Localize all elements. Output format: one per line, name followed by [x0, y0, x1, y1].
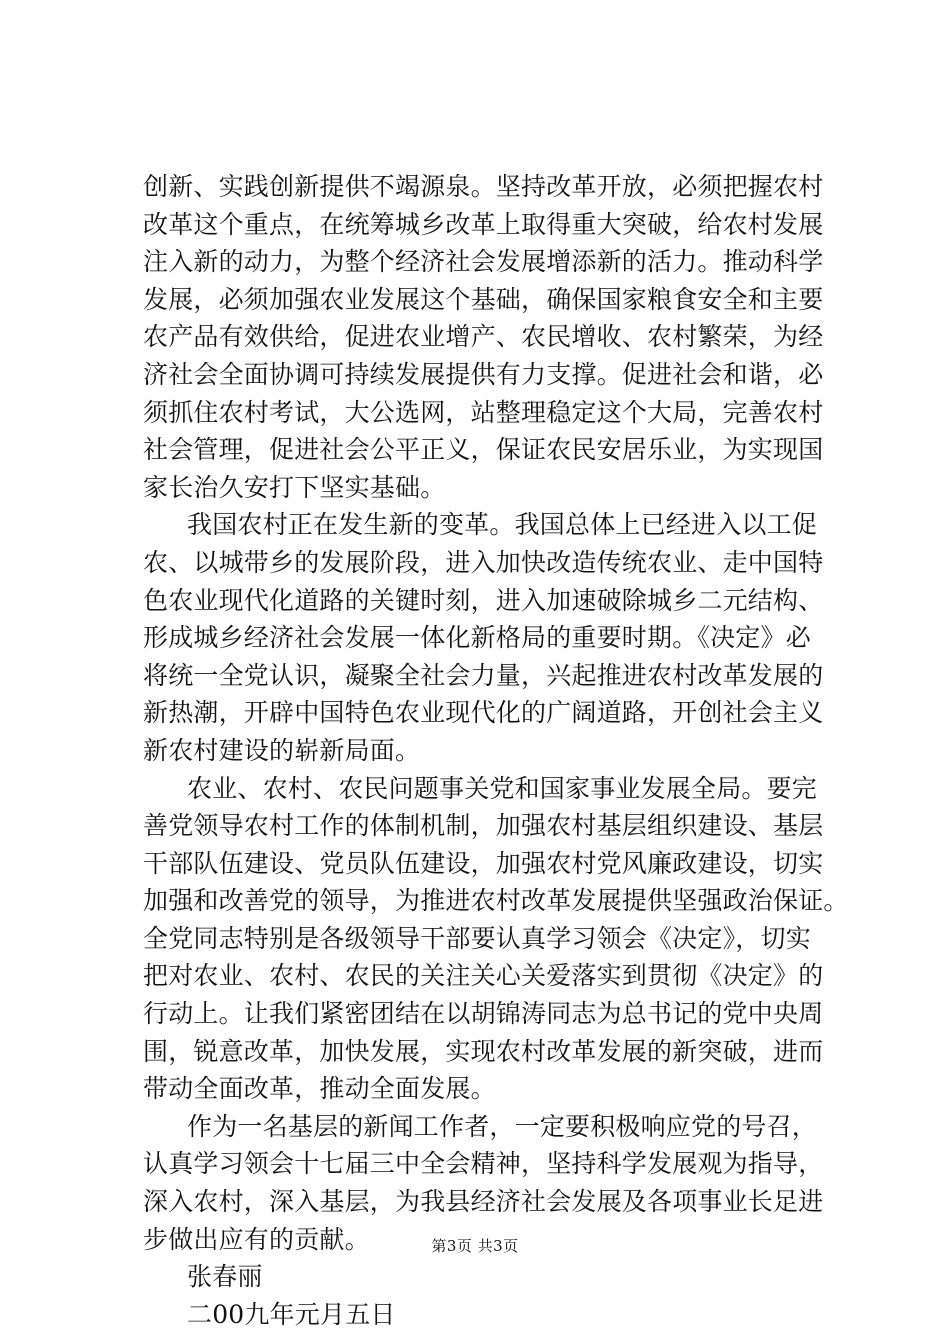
text-line: 行动上。让我们紧密团结在以胡锦涛同志为总书记的党中央周	[143, 999, 824, 1029]
paragraph-start-line: 我国农村正在发生新的变革。我国总体上已经进入以工促	[187, 510, 818, 540]
text-line: 善党领导农村工作的体制机制，加强农村基层组织建设、基层	[143, 811, 824, 841]
text-line: 农产品有效供给，促进农业增产、农民增收、农村繁荣，为经	[143, 322, 824, 352]
text-line: 全党同志特别是各级领导干部要认真学习领会《决定》，切实	[143, 923, 811, 953]
text-line: 社会管理，促进社会公平正义，保证农民安居乐业，为实现国	[143, 435, 824, 465]
text-line: 形成城乡经济社会发展一体化新格局的重要时期。《决定》必	[143, 623, 811, 653]
text-line: 发展，必须加强农业发展这个基础，确保国家粮食安全和主要	[143, 284, 824, 314]
text-line: 创新、实践创新提供不竭源泉。坚持改革开放，必须把握农村	[143, 172, 824, 201]
signature-name: 张春丽	[187, 1262, 263, 1292]
text-line: 新农村建设的崭新局面。	[143, 735, 421, 765]
text-line: 家长治久安打下坚实基础。	[143, 472, 446, 502]
text-line: 农、以城带乡的发展阶段，进入加快改造传统农业、走中国特	[143, 547, 824, 577]
text-line: 认真学习领会十七届三中全会精神，坚持科学发展观为指导，	[143, 1149, 824, 1179]
paragraph-start-line: 农业、农村、农民问题事关党和国家事业发展全局。要完	[187, 773, 818, 803]
document-body	[143, 168, 849, 1333]
text-line: 加强和改善党的领导，为推进农村改革发展提供坚强政治保证。	[143, 886, 849, 916]
text-line: 深入农村，深入基层，为我县经济社会发展及各项事业长足进	[143, 1187, 824, 1217]
page-number-footer: 第3页 共3页	[431, 1237, 519, 1255]
text-line: 把对农业、农村、农民的关注关心关爱落实到贯彻《决定》的	[143, 961, 824, 991]
text-line: 带动全面改革，推动全面发展。	[143, 1074, 496, 1104]
text-line: 须抓住农村考试，大公选网，站整理稳定这个大局，完善农村	[143, 397, 824, 427]
text-line: 新热潮，开辟中国特色农业现代化的广阔道路，开创社会主义	[143, 698, 824, 728]
text-line: 色农业现代化道路的关键时刻，进入加速破除城乡二元结构、	[143, 585, 824, 615]
text-line: 将统一全党认识，凝聚全社会力量，兴起推进农村改革发展的	[143, 660, 824, 690]
paragraph-start-line: 作为一名基层的新闻工作者，一定要积极响应党的号召，	[187, 1111, 818, 1141]
text-line: 步做出应有的贡献。	[143, 1224, 370, 1254]
text-line: 注入新的动力，为整个经济社会发展增添新的活力。推动科学	[143, 247, 824, 277]
text-line: 济社会全面协调可持续发展提供有力支撑。促进社会和谐，必	[143, 359, 824, 389]
text-line: 干部队伍建设、党员队伍建设，加强农村党风廉政建设，切实	[143, 848, 824, 878]
text-line: 改革这个重点，在统筹城乡改革上取得重大突破，给农村发展	[143, 209, 824, 239]
signature-date: 二00九年元月五日	[187, 1299, 396, 1329]
text-line: 围，锐意改革，加快发展，实现农村改革发展的新突破，进而	[143, 1036, 824, 1066]
